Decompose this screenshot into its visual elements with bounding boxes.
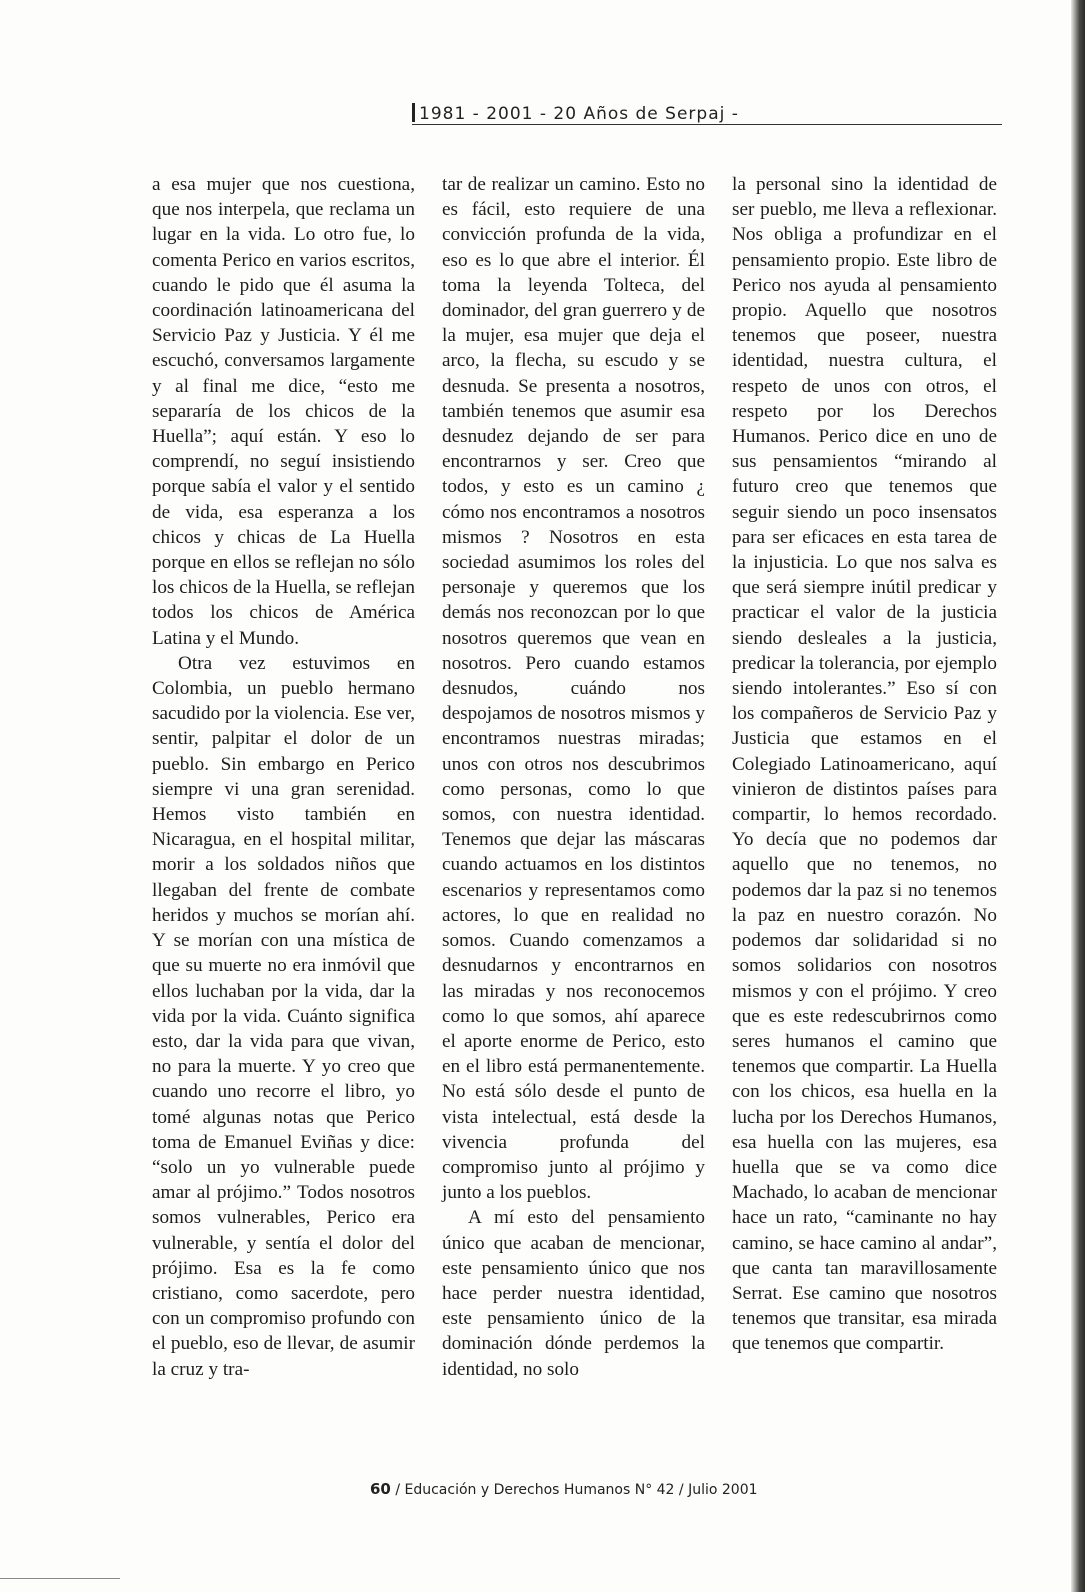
header-text: 1981 - 2001 - 20 Años de Serpaj - bbox=[419, 104, 739, 124]
text-column-1 bbox=[152, 172, 415, 1472]
page-number: 60 bbox=[370, 1480, 391, 1498]
header-rule bbox=[412, 124, 1002, 125]
paragraph: tar de realizar un camino. Esto no es fácil, esto requiere de una convicción profunda de la vida, eso es lo que abre el interior. Él toma la leyenda Tolteca, del dominador, del gran guerrero y de la mujer, esa mujer que deja el arco, la flecha, su escudo y se desnuda. Se presenta a nosotros, también tenemos que asumir esa desnudez dejando de ser para encontrarnos y ser. Creo que todos, y esto es un camino ¿ cómo nos encontramos a nosotros mismos ? Nosotros en esta sociedad asumimos los roles del personaje y queremos que los demás nos reconozcan por lo que nosotros queremos que vean en nosotros. Pero cuando estamos desnudos, cuándo nos despojamos de nosotros mismos y encontramos nuestras miradas; unos con otros nos descubrimos como personas, como lo que somos, con nuestra identidad. Tenemos que dejar las máscaras cuando actuamos en los distintos escenarios y representamos como actores, lo que en realidad no somos. Cuando comenzamos a desnudarnos y encontrarnos en las miradas y nos reconocemos como lo que somos, ahí aparece el aporte enorme de Perico, esto en el libro está permanentemente. No está sólo desde el punto de vista intelectual, está desde la vivencia profunda del compromiso junto al prójimo y junto a los pueblos. bbox=[442, 174, 705, 1204]
scan-mark bbox=[0, 1578, 120, 1579]
header-bar bbox=[412, 103, 415, 122]
text-column-2 bbox=[442, 172, 705, 1472]
scan-edge-shadow bbox=[1071, 0, 1085, 1592]
footer-text: / Educación y Derechos Humanos N° 42 / Julio 2001 bbox=[395, 1482, 758, 1498]
text-column-3 bbox=[732, 172, 997, 1472]
paragraph: a esa mujer que nos cuestiona, que nos interpela, que reclama un lugar en la vida. Lo otro fue, lo comenta Perico en varios escritos, cuando le pido que él asuma la coordinación latinoamericana del Servicio Paz y Justicia. Y él me escuchó, conversamos largamente y al final me dice, “esto me separaría de los chicos de la Huella”; aquí están. Y eso lo comprendí, no seguí insistiendo porque sabía el valor y el sentido de vida, esa esperanza a los chicos y chicas de La Huella porque en ellos se reflejan no sólo los chicos de la Huella, se reflejan todos los chicos de América Latina y el Mundo. bbox=[152, 174, 415, 649]
paragraph: A mí esto del pensamiento único que acaban de mencionar, este pensamiento único que nos hace perder nuestra identidad, este pensamiento único de la dominación dónde perdemos la identidad, no solo bbox=[442, 1207, 705, 1380]
running-footer bbox=[370, 1480, 810, 1502]
paragraph: Otra vez estuvimos en Colombia, un pueblo hermano sacudido por la violencia. Ese ver, sentir, palpitar el dolor de un pueblo. Sin embargo en Perico siempre vi una gran serenidad. Hemos visto también en Nicaragua, en el hospital militar, morir a los soldados niños que llegaban del frente de combate heridos y muchos se morían ahí. Y se morían con una mística de que su muerte no era inmóvil que ellos luchaban por la vida, dar la vida por la vida. Cuánto significa esto, dar la vida para que vivan, no para la muerte. Y yo creo que cuando uno recorre el libro, yo tomé algunas notas que Perico toma de Emanuel Eviñas y dice: “solo un yo vulnerable puede amar al prójimo.” Todos nosotros somos vulnerables, Perico era vulnerable, y sentía el dolor del prójimo. Esa es la fe como cristiano, como sacerdote, pero con un compromiso profundo con el pueblo, eso de llevar, de asumir la cruz y tra- bbox=[152, 652, 415, 1380]
paragraph: la personal sino la identidad de ser pueblo, me lleva a reflexionar. Nos obliga a profundizar en el pensamiento propio. Este libro de Perico nos ayuda al pensamiento propio. Aquello que nosotros tenemos que poseer, nuestra identidad, nuestra cultura, el respeto de unos con otros, el respeto por los Derechos Humanos. Perico dice en uno de sus pensamientos “mirando al futuro creo que tenemos que seguir siendo un poco insensatos para ser eficaces en esta tarea de la injusticia. Lo que nos salva es que será siempre inútil predicar y practicar el valor de la justicia siendo desleales a la justicia, predicar la tolerancia, por ejemplo siendo intolerantes.” Eso sí con los compañeros de Servicio Paz y Justicia que estamos en el Colegiado Latinoamericano, aquí vinieron de distintos países para compartir, lo hemos recordado. Yo decía que no podemos dar aquello que no tenemos, no podemos dar la paz si no tenemos la paz en nuestro corazón. No podemos dar solidaridad si no somos solidarios con nosotros mismos y con el prójimo. Y creo que es este redescubrirnos como seres humanos el camino que tenemos que compartir. La Huella con los chicos, esa huella en la lucha por los Derechos Humanos, esa huella con las mujeres, esa huella que se va como dice Machado, lo acaban de mencionar hace un rato, “caminante no hay camino, se hace camino al andar”, que canta tan maravillosamente Serrat. Ese camino que nosotros tenemos que transitar, esa mirada que tenemos que compartir. bbox=[732, 174, 997, 1355]
running-header bbox=[412, 103, 1000, 125]
